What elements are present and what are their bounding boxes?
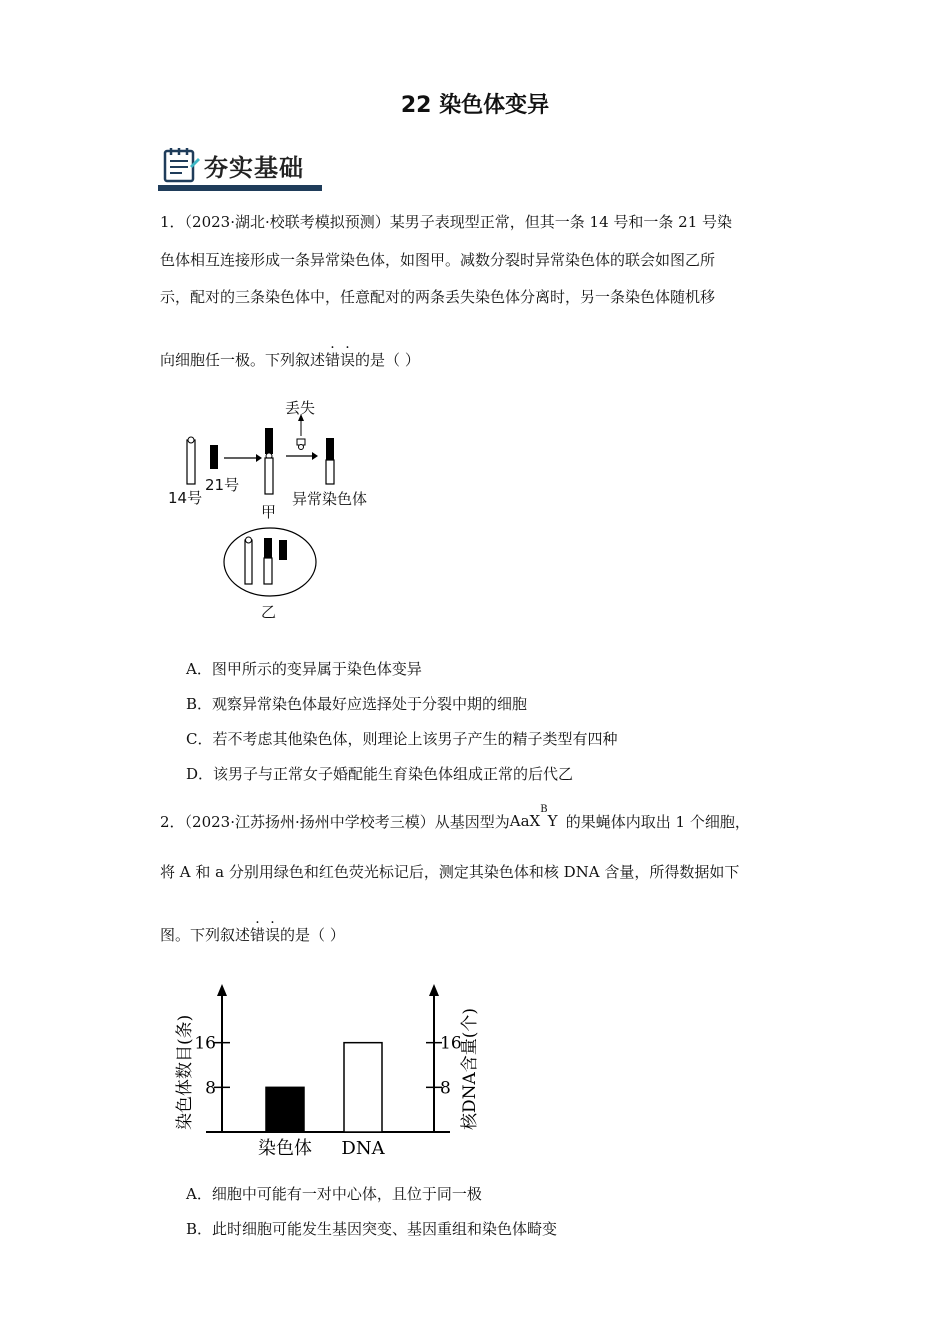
q2-emph-2: 误	[265, 926, 281, 944]
label-lost: 丢失	[285, 399, 316, 417]
section-title: 夯实基础	[204, 154, 304, 182]
q2-chart	[170, 980, 490, 1165]
q1-line-4-pre: 向细胞任一极。下列叙述	[160, 351, 326, 369]
right-axis-arrow	[429, 984, 439, 996]
bar-chart-svg	[170, 980, 490, 1165]
q1-option-d: D．该男子与正常女子婚配能生育染色体组成正常的后代乙	[186, 765, 574, 783]
q1-line-4	[160, 350, 420, 370]
chromosome-21-shape	[210, 445, 218, 469]
right-axis-label: 核DNA含量(个)	[460, 1007, 480, 1130]
chromosome-14-shape	[187, 440, 195, 484]
chromosome-diagram	[160, 390, 400, 630]
q1-emph-1: 错	[325, 351, 341, 369]
left-tick-label-8: 8	[205, 1078, 216, 1099]
bar-dna	[344, 1043, 382, 1132]
genotype-y: Y	[547, 812, 558, 830]
abnormal-chromosome-shape	[326, 460, 334, 484]
q1-line-3: 示，配对的三条染色体中，任意配对的两条丢失染色体分离时，另一条染色体随机移	[160, 288, 716, 306]
q2-line-3-post: 的是（ ）	[280, 926, 345, 944]
q2-option-a: A．细胞中可能有一对中心体，且位于同一极	[186, 1185, 482, 1203]
q2-line-1-pre: 2．（2023·江苏扬州·扬州中学校考三模）从基因型为	[160, 813, 510, 831]
genotype-base: AaX	[509, 812, 541, 830]
q1-option-a: A．图甲所示的变异属于染色体变异	[186, 660, 422, 678]
label-jia: 甲	[261, 503, 277, 521]
q2-option-b: B．此时细胞可能发生基因突变、基因重组和染色体畸变	[186, 1220, 558, 1238]
q1-line-4-post: 的是（ ）	[355, 351, 420, 369]
label-chromosome-14: 14号	[168, 489, 203, 507]
right-tick-label-8: 8	[440, 1078, 451, 1099]
q1-figure	[160, 390, 400, 630]
left-tick-label-16: 16	[194, 1033, 216, 1054]
genotype	[509, 804, 566, 832]
section-header	[158, 142, 326, 196]
label-abnormal: 异常染色体	[292, 490, 368, 508]
section-underline	[158, 185, 322, 191]
q1-emph-2: 误	[340, 351, 356, 369]
page-title: 22 染色体变异	[400, 93, 550, 118]
fused-chromosome-shape	[265, 458, 273, 494]
left-axis-arrow	[217, 984, 227, 996]
q2-emph-1: 错	[250, 926, 266, 944]
genotype-sup: B	[540, 804, 548, 815]
q1-line-2: 色体相互连接形成一条异常染色体，如图甲。减数分裂时异常染色体的联会如图乙所	[160, 251, 716, 269]
q2-line-3	[160, 925, 345, 945]
q2-line-1-post: 的果蝇体内取出 1 个细胞，	[565, 813, 750, 831]
q2-line-2: 将 A 和 a 分别用绿色和红色荧光标记后，测定其染色体和核 DNA 含量，所得数据如下	[160, 863, 740, 881]
label-yi: 乙	[261, 603, 277, 621]
right-tick-label-16: 16	[440, 1033, 462, 1054]
q1-option-b: B．观察异常染色体最好应选择处于分裂中期的细胞	[186, 695, 528, 713]
q2-line-1	[160, 804, 750, 832]
notepad-icon	[162, 146, 202, 186]
category-label-dna: DNA	[341, 1138, 385, 1159]
category-label-chromosome: 染色体	[258, 1138, 312, 1159]
q1-line-1: 1．（2023·湖北·校联考模拟预测）某男子表现型正常，但其一条 14 号和一条 21 号染	[160, 213, 733, 231]
bar-chromosome	[266, 1087, 304, 1132]
left-axis-label: 染色体数目(条)	[175, 1014, 195, 1130]
label-chromosome-21: 21号	[205, 476, 240, 494]
q2-line-3-pre: 图。下列叙述	[160, 926, 251, 944]
q1-option-c: C．若不考虑其他染色体，则理论上该男子产生的精子类型有四种	[186, 730, 618, 748]
